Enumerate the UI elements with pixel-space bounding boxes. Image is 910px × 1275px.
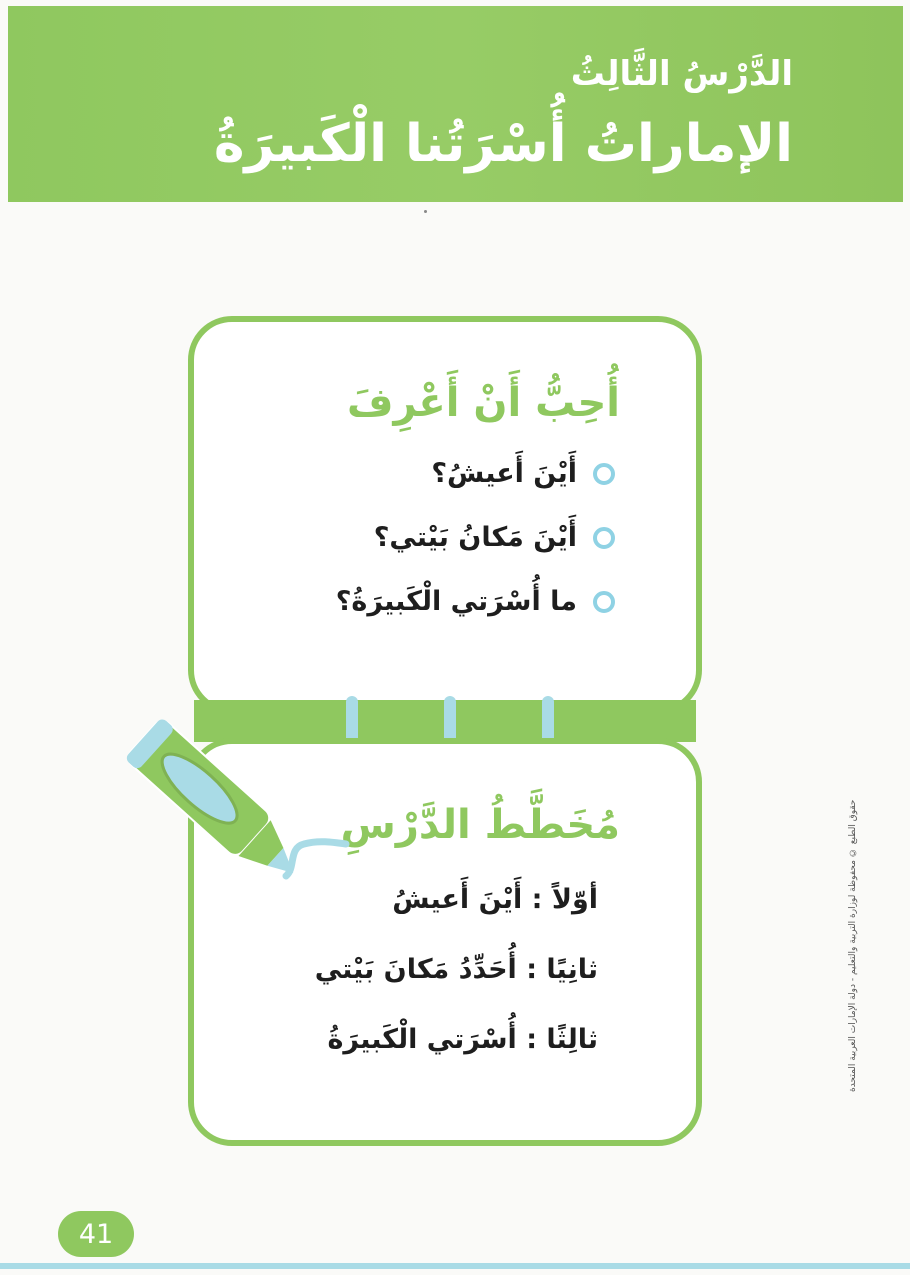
question-text: أَيْنَ مَكانُ بَيْتي؟ <box>373 522 577 553</box>
crayon-icon <box>110 708 360 898</box>
ring-bullet-icon <box>593 591 615 613</box>
question-item <box>336 586 615 617</box>
know-card <box>188 316 702 714</box>
question-text: أَيْنَ أَعيشُ؟ <box>431 458 577 489</box>
lesson-label: الدَّرْسُ الثَّالِثُ <box>570 54 793 94</box>
question-text: ما أُسْرَتي الْكَبيرَةُ؟ <box>335 586 577 617</box>
copyright-credit: حقوق الطبع © محفوظة لوزارة التربية والتعليم - دولة الإمارات العربية المتحدة <box>848 800 858 1093</box>
scan-speck <box>424 210 427 213</box>
ring-bullet-icon <box>593 527 615 549</box>
page-number: 41 <box>58 1211 134 1257</box>
lesson-header-banner <box>8 6 903 202</box>
know-card-title: أُحِبُّ أَنْ أَعْرِفَ <box>347 380 620 426</box>
lesson-title: الإماراتُ أُسْرَتُنا الْكَبيرَةُ <box>213 114 793 174</box>
bottom-rule <box>0 1263 910 1269</box>
ring-bullet-icon <box>593 463 615 485</box>
plan-item: ثانِيًا : أُحَدِّدُ مَكانَ بَيْتي <box>314 954 598 985</box>
plan-card-title: مُخَطَّطُ الدَّرْسِ <box>340 802 620 848</box>
question-item <box>431 458 615 489</box>
plan-item: أوّلاً : أَيْنَ أَعيشُ <box>392 884 598 915</box>
plan-item: ثالِثًا : أُسْرَتي الْكَبيرَةُ <box>327 1024 598 1055</box>
question-item <box>374 522 615 553</box>
